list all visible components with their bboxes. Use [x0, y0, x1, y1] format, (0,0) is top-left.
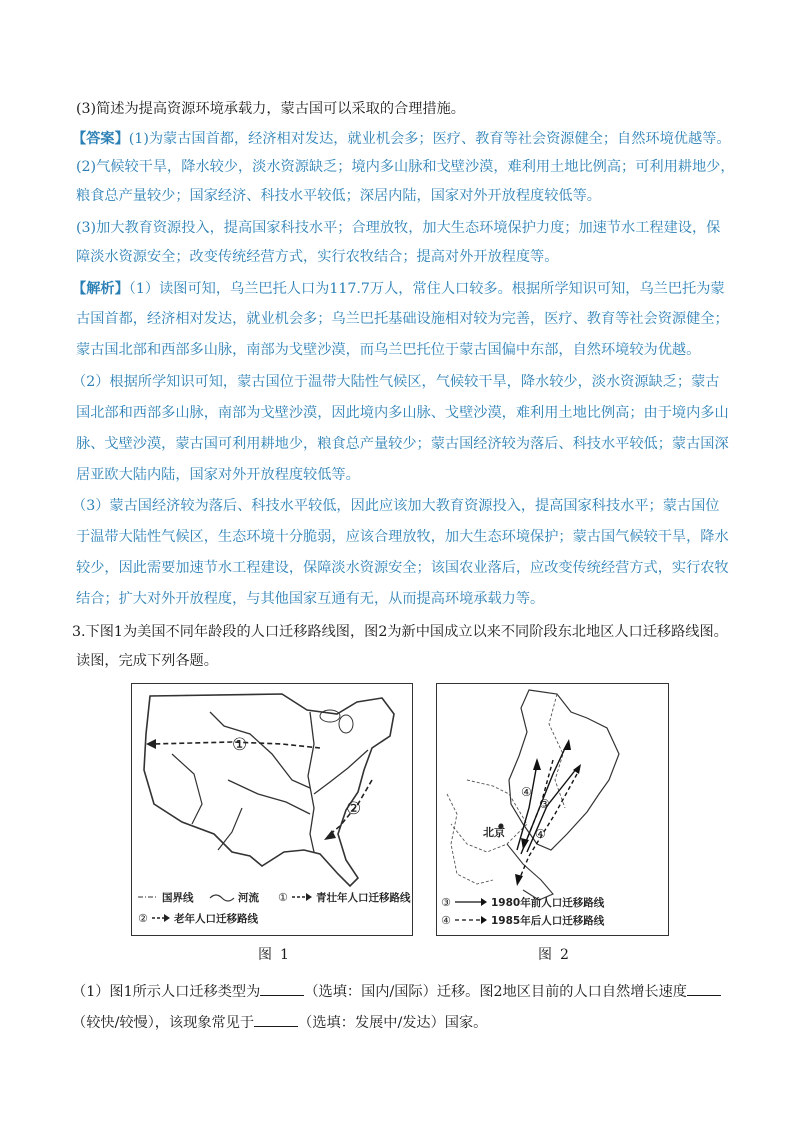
analysis-line-3: 蒙古国北部和西部多山脉，南部为戈壁沙漠，而乌兰巴托位于蒙古国偏中东部，自然环境较为优越。 — [76, 342, 701, 358]
figure-1-caption: 图1 — [258, 947, 297, 963]
legend-1980-label: 1980年前人口迁移路线 — [491, 897, 605, 909]
analysis-line-4: （2）根据所学知识可知，蒙古国位于温带大陆性气候区，气候较干旱，降水较少，淡水资源缺乏；蒙古 — [72, 374, 720, 390]
analysis-line-8: （3）蒙古国经济较为落后、科技水平较低，因此应该加大教育资源投入，提高国家科技水平；蒙古国位 — [72, 498, 720, 514]
subq1-line-2 — [72, 1012, 487, 1033]
analysis-line-5: 国北部和西部多山脉，南部为戈壁沙漠，因此境内多山脉、戈壁沙漠，难利用土地比例高；由于境内多山 — [76, 405, 729, 421]
legend-young-label: 青壮年人口迁移路线 — [316, 892, 411, 904]
ne-china-map-svg — [437, 684, 668, 935]
map-label-4-lower: ④ — [535, 827, 546, 841]
legend-1985-num: ④ — [441, 914, 451, 927]
river-west — [172, 754, 202, 824]
answer-line-5: 障淡水资源安全；改变传统经营方式，实行农牧结合；提高对外开放程度等。 — [76, 249, 559, 265]
beijing-label: 北京 — [483, 826, 505, 839]
q3-part3-prompt: (3)简述为提高资源环境承载力，蒙古国可以采取的合理措施。 — [76, 101, 465, 117]
route-1980-arrow — [563, 739, 571, 750]
answer-line-2: (2)气候较干旱，降水较少，淡水资源缺乏；境内多山脉和戈壁沙漠，难利用土地比例高；可利用耕地少， — [76, 159, 735, 175]
legend-1985-label: 1985年后人口迁移路线 — [491, 915, 605, 927]
route-1985-arrow — [515, 874, 523, 886]
analysis-line-11: 结合；扩大对外开放程度，与其他国家互通有无，从而提高环境承载力等。 — [76, 591, 545, 607]
question3-line-1: 3.下图1为美国不同年龄段的人口迁移路线图，图2为新中国成立以来不同阶段东北地区人口迁移路线图。 — [72, 624, 728, 640]
answer-line-3: 粮食总产量较少；国家经济、科技水平较低；深居内陆，国家对外开放程度较低等。 — [76, 188, 601, 204]
river-mississippi — [308, 712, 314, 852]
legend-river-symbol — [210, 895, 234, 901]
analysis-tag: 【解析】 — [72, 281, 129, 297]
answer-line-1 — [72, 129, 731, 149]
analysis-line-2: 古国首都，经济相对发达，就业机会多；乌兰巴托基础设施相对较为完善，医疗、教育等社会资源健全； — [76, 311, 729, 327]
river-colorado — [218, 808, 242, 850]
analysis-line-1 — [72, 279, 725, 299]
blank-3[interactable] — [254, 1012, 298, 1027]
young-route-arrowhead — [146, 739, 156, 749]
map-label-4: ④ — [521, 785, 532, 799]
legend-old-arrow — [164, 914, 170, 922]
figure-2-caption: 图2 — [538, 947, 577, 963]
analysis-line-7: 居亚欧大陆内陆，国家对外开放程度较低等。 — [76, 467, 360, 483]
province-boundary — [447, 794, 493, 884]
legend-1985-arrow — [481, 916, 487, 924]
subq1-seg4: （选填：发展中/发达）国家。 — [298, 1015, 488, 1031]
usa-outline — [144, 694, 394, 886]
subq1-seg1: （1）图1所示人口迁移类型为 — [72, 984, 261, 1000]
blank-1[interactable] — [260, 981, 304, 996]
analysis-text-1: （1）读图可知，乌兰巴托人口为117.7万人，常住人口较多。根据所学知识可知，乌兰巴托为蒙 — [128, 281, 725, 297]
legend-young-num: ① — [278, 891, 288, 904]
question3-line-2: 读图，完成下列各题。 — [76, 653, 218, 669]
legend-old-num: ② — [138, 912, 148, 925]
legend-border-label: 国界线 — [162, 892, 194, 904]
answer-tag: 【答案】 — [72, 131, 129, 147]
analysis-line-9: 于温带大陆性气候区，生态环境十分脆弱，应该合理放牧，加大生态环境保护；蒙古国气候较干旱，降水 — [76, 529, 729, 545]
province-boundary — [451, 780, 527, 852]
legend-old-label: 老年人口迁移路线 — [174, 913, 258, 925]
map-label-3: ③ — [539, 797, 550, 811]
great-lake — [339, 715, 353, 733]
subq1-seg3: （较快/较慢），该现象常见于 — [72, 1015, 255, 1031]
figure-2-northeast-china-map — [436, 683, 669, 936]
answer-line-4: (3)加大教育资源投入，提高国家科技水平；合理放牧，加大生态环境保护力度；加速节水工程建设，保 — [76, 220, 721, 236]
figure-1-usa-map — [131, 683, 413, 936]
legend-1980-num: ③ — [441, 896, 451, 909]
route-1985-arrow — [521, 838, 529, 850]
inner-boundary — [549, 694, 565, 808]
legend-1980-arrow — [481, 898, 487, 906]
legend-river-label: 河流 — [238, 892, 259, 904]
analysis-line-6: 脉、戈壁沙漠，蒙古国可利用耕地少，粮食总产量较少；蒙古国经济较为落后、科技水平较低；蒙古国深 — [76, 436, 729, 452]
label-2: ② — [346, 799, 362, 819]
analysis-line-10: 较少，因此需要加速节水工程建设，保障淡水资源安全；该国农业落后，应改变传统经营方式，实行农牧 — [76, 560, 729, 576]
answer-text-1: (1)为蒙古国首都，经济相对发达，就业机会多；医疗、教育等社会资源健全；自然环境优越等。 — [128, 131, 731, 147]
subq1-line-1 — [72, 981, 721, 1002]
coastline — [507, 844, 553, 900]
route-1980-arrow — [533, 758, 541, 770]
blank-2[interactable] — [687, 981, 721, 996]
river-missouri — [210, 712, 310, 788]
river-arkansas — [228, 780, 310, 814]
subq1-seg2: （选填：国内/国际）迁移。图2地区目前的人口自然增长速度 — [304, 984, 687, 1000]
label-1: ① — [232, 735, 248, 755]
legend-young-arrow — [306, 893, 312, 901]
great-lake — [320, 710, 340, 722]
usa-map-svg — [132, 684, 412, 935]
